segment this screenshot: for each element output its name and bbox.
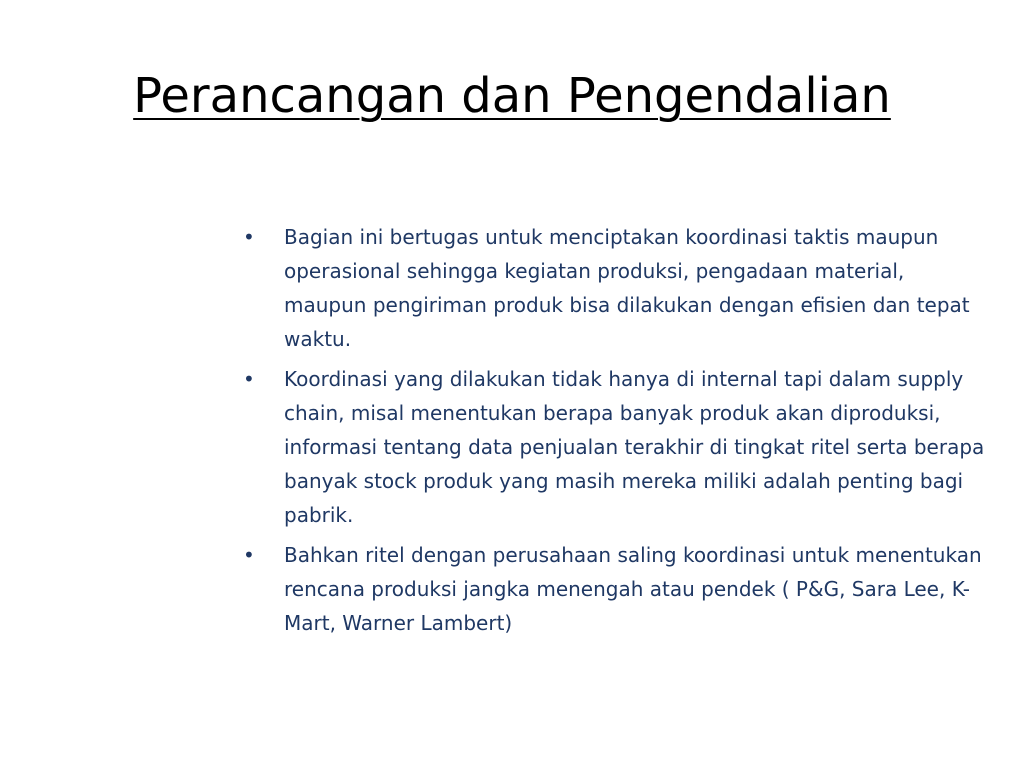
slide-title: Perancangan dan Pengendalian — [133, 68, 891, 124]
bullet-text: Koordinasi yang dilakukan tidak hanya di internal tapi dalam supply chain, misal menentukan berapa banyak produk akan diproduksi, informasi tentang data penjualan terakhir di tingkat ritel serta berapa banyak stock produk yang masih mereka miliki adalah penting bagi pabrik. — [284, 367, 985, 527]
bullet-item — [243, 362, 988, 532]
bullet-dot-icon: • — [243, 225, 255, 249]
bullet-list — [243, 220, 988, 646]
bullet-text: Bahkan ritel dengan perusahaan saling koordinasi untuk menentukan rencana produksi jangka menengah atau pendek ( P&G, Sara Lee, K-Mart, Warner Lambert) — [284, 543, 982, 635]
bullet-dot-icon: • — [243, 543, 255, 567]
bullet-item — [243, 220, 988, 356]
bullet-item — [243, 538, 988, 640]
bullet-text: Bagian ini bertugas untuk menciptakan koordinasi taktis maupun operasional sehingga kegiatan produksi, pengadaan material, maupun pengiriman produk bisa dilakukan dengan efisien dan tepat waktu. — [284, 225, 970, 351]
bullet-dot-icon: • — [243, 367, 255, 391]
